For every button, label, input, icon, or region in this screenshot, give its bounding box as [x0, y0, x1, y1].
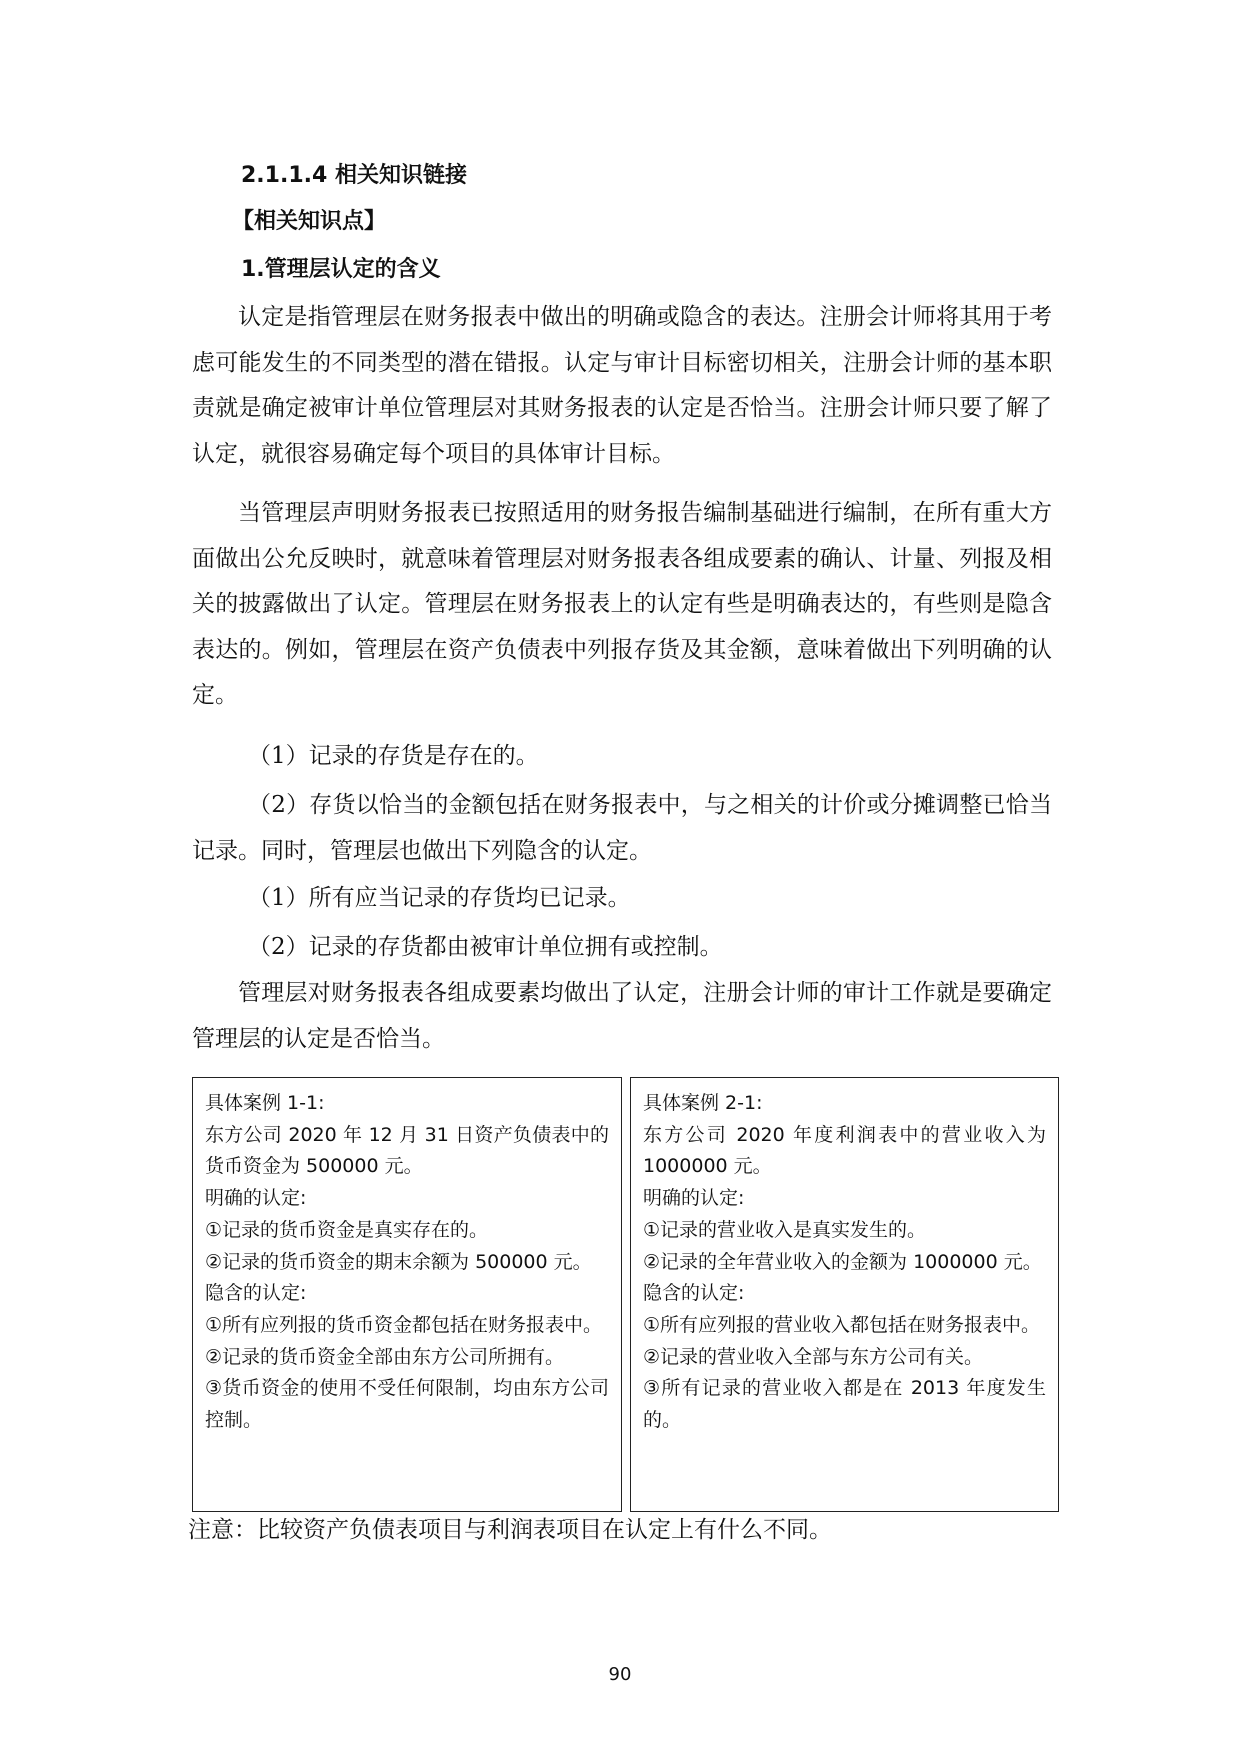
- explicit-item: ①记录的货币资金是真实存在的。: [205, 1218, 489, 1241]
- case-title: 具体案例 2-1:: [643, 1092, 763, 1114]
- implicit-assertion-item-2: （2）记录的存货都由被审计单位拥有或控制。: [248, 934, 723, 960]
- implicit-item: ③所有记录的营业收入都是在 2013 年度发生的。: [643, 1377, 1046, 1432]
- explicit-assertion-item-1: （1）记录的存货是存在的。: [248, 743, 539, 769]
- case-box-income-statement: [630, 1077, 1059, 1512]
- case-intro: 东方公司 2020 年度利润表中的营业收入为 1000000 元。: [643, 1123, 1046, 1178]
- implicit-item: ①所有应列报的营业收入都包括在财务报表中。: [643, 1313, 1041, 1336]
- comparison-note: 注意：比较资产负债表项目与利润表项目在认定上有什么不同。: [188, 1517, 832, 1543]
- explicit-assertion-item-2: （2）存货以恰当的金额包括在财务报表中，与之相关的计价或分摊调整已恰当记录。同时，管理层也做出下列隐含的认定。: [192, 792, 1052, 864]
- page-number: 90: [608, 1664, 632, 1685]
- implicit-item: ②记录的货币资金全部由东方公司所拥有。: [205, 1345, 565, 1368]
- paragraph-conclusion: 管理层对财务报表各组成要素均做出了认定，注册会计师的审计工作就是要确定管理层的认定是否恰当。: [192, 980, 1052, 1052]
- explicit-label: 明确的认定:: [205, 1187, 307, 1210]
- knowledge-points-title: 【相关知识点】: [232, 209, 387, 234]
- implicit-item: ②记录的营业收入全部与东方公司有关。: [643, 1345, 984, 1368]
- paragraph-management-assertion: 当管理层声明财务报表已按照适用的财务报告编制基础进行编制，在所有重大方面做出公允反映时，就意味着管理层对财务报表各组成要素的确认、计量、列报及相关的披露做出了认定。管理层在财务报表上的认定有些是明确表达的，有些则是隐含表达的。例如，管理层在资产负债表中列报存货及其金额，意味着做出下列明确的认定。: [192, 500, 1052, 708]
- explicit-label: 明确的认定:: [643, 1187, 745, 1210]
- subsection-heading: 1.管理层认定的含义: [241, 257, 441, 282]
- implicit-label: 隐含的认定:: [643, 1282, 745, 1305]
- section-heading: 2.1.1.4 相关知识链接: [241, 163, 467, 188]
- implicit-item: ①所有应列报的货币资金都包括在财务报表中。: [205, 1313, 603, 1336]
- case-title: 具体案例 1-1:: [205, 1092, 325, 1114]
- explicit-item: ①记录的营业收入是真实发生的。: [643, 1218, 927, 1241]
- explicit-item: ②记录的货币资金的期末余额为 500000 元。: [205, 1250, 592, 1273]
- paragraph-definition: 认定是指管理层在财务报表中做出的明确或隐含的表达。注册会计师将其用于考虑可能发生的不同类型的潜在错报。认定与审计目标密切相关，注册会计师的基本职责就是确定被审计单位管理层对其财务报表的认定是否恰当。注册会计师只要了解了认定，就很容易确定每个项目的具体审计目标。: [192, 304, 1052, 467]
- implicit-item: ③货币资金的使用不受任何限制，均由东方公司控制。: [205, 1377, 609, 1432]
- implicit-label: 隐含的认定:: [205, 1282, 307, 1305]
- explicit-item: ②记录的全年营业收入的金额为 1000000 元。: [643, 1250, 1042, 1273]
- case-box-balance-sheet: [192, 1077, 622, 1512]
- case-intro: 东方公司 2020 年 12 月 31 日资产负债表中的货币资金为 500000 元。: [205, 1123, 609, 1178]
- implicit-assertion-item-1: （1）所有应当记录的存货均已记录。: [248, 885, 631, 911]
